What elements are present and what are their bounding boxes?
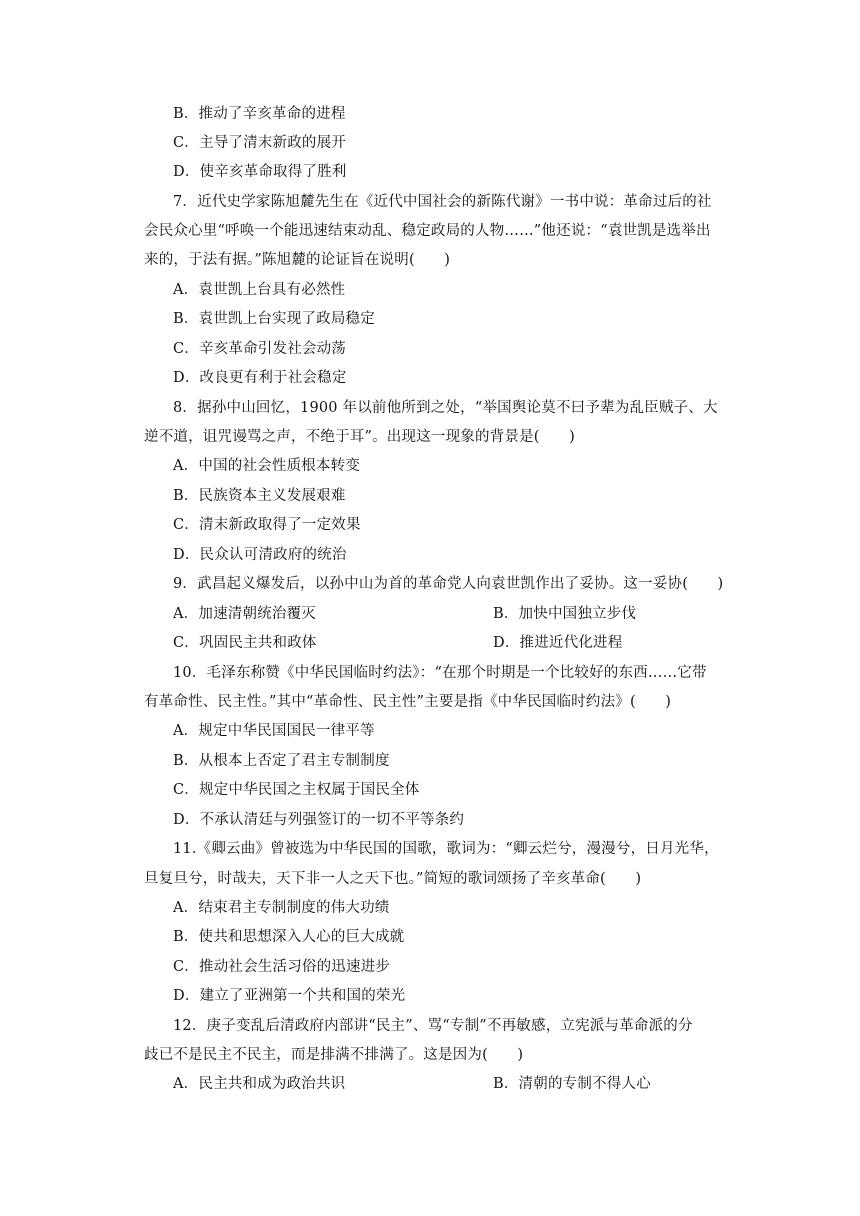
option-b: B．推动了辛亥革命的进程: [173, 106, 346, 122]
question-7-option-c: C．辛亥革命引发社会动荡: [173, 341, 346, 357]
question-12-option-a: A．民主共和成为政治共识: [173, 1076, 346, 1092]
question-11-option-b: B．使共和思想深入人心的巨大成就: [173, 929, 405, 945]
option-c: C．主导了清末新政的展开: [173, 135, 346, 151]
question-10-stem-cont: 有革命性、民主性。”其中“革命性、民主性”主要是指《中华民国临时约法》( ): [144, 694, 672, 710]
question-10-stem: 10．毛泽东称赞《中华民国临时约法》：“在那个时期是一个比较好的东西……它带: [173, 665, 707, 681]
question-9-option-d: D．推进近代化进程: [493, 635, 623, 651]
question-8-option-a: A．中国的社会性质根本转变: [173, 458, 361, 474]
question-7-stem-cont: 来的，于法有据。”陈旭麓的论证旨在说明( ): [144, 252, 451, 268]
question-11-stem: 11.《卿云曲》曾被选为中华民国的国歌，歌词为：“卿云烂兮，漫漫兮，日月光华，: [173, 841, 719, 857]
question-11-stem-cont: 旦复旦兮，时哉夫，天下非一人之天下也。”简短的歌词颂扬了辛亥革命( ): [144, 871, 642, 887]
question-11-option-a: A．结束君主专制制度的伟大功绩: [173, 900, 390, 916]
question-12-stem: 12．庚子变乱后清政府内部讲“民主”、骂“专制”不再敏感，立宪派与革命派的分: [173, 1018, 693, 1034]
question-10-option-d: D．不承认清廷与列强签订的一切不平等条约: [173, 812, 465, 828]
question-11-option-c: C．推动社会生活习俗的迅速进步: [173, 959, 391, 975]
question-9-stem: 9．武昌起义爆发后，以孙中山为首的革命党人向袁世凯作出了妥协。这一妥协( ): [173, 576, 724, 592]
question-7-stem-cont: 会民众心里“呼唤一个能迅速结束动乱、稳定政局的人物……”他还说：“袁世凯是选举出: [144, 223, 711, 239]
question-7-option-a: A．袁世凯上台具有必然性: [173, 282, 346, 298]
question-8-option-c: C．清末新政取得了一定效果: [173, 517, 361, 533]
question-8-option-d: D．民众认可清政府的统治: [173, 547, 347, 563]
option-d: D．使辛亥革命取得了胜利: [173, 164, 347, 180]
question-10-option-c: C．规定中华民国之主权属于国民全体: [173, 782, 420, 798]
question-11-option-d: D．建立了亚洲第一个共和国的荣光: [173, 988, 406, 1004]
question-9-option-c: C．巩固民主共和政体: [173, 635, 317, 651]
question-9-option-a: A．加速清朝统治覆灭: [173, 606, 316, 622]
question-10-option-a: A．规定中华民国国民一律平等: [173, 723, 375, 739]
question-8-stem: 8．据孙中山回忆，1900 年以前他所到之处，“举国舆论莫不曰予辈为乱臣贼子、大: [173, 400, 718, 416]
question-10-option-b: B．从根本上否定了君主专制制度: [173, 753, 390, 769]
question-8-option-b: B．民族资本主义发展艰难: [173, 488, 346, 504]
question-9-option-b: B．加快中国独立步伐: [493, 606, 637, 622]
question-7-option-d: D．改良更有利于社会稳定: [173, 370, 347, 386]
question-8-stem-cont: 逆不道，诅咒谩骂之声，不绝于耳”。出现这一现象的背景是( ): [144, 429, 575, 445]
question-7-option-b: B．袁世凯上台实现了政局稳定: [173, 311, 375, 327]
question-12-option-b: B．清朝的专制不得人心: [493, 1076, 651, 1092]
question-12-stem-cont: 歧已不是民主不民主，而是排满不排满了。这是因为( ): [144, 1047, 524, 1063]
question-7-stem: 7．近代史学家陈旭麓先生在《近代中国社会的新陈代谢》一书中说：革命过后的社: [173, 194, 712, 210]
